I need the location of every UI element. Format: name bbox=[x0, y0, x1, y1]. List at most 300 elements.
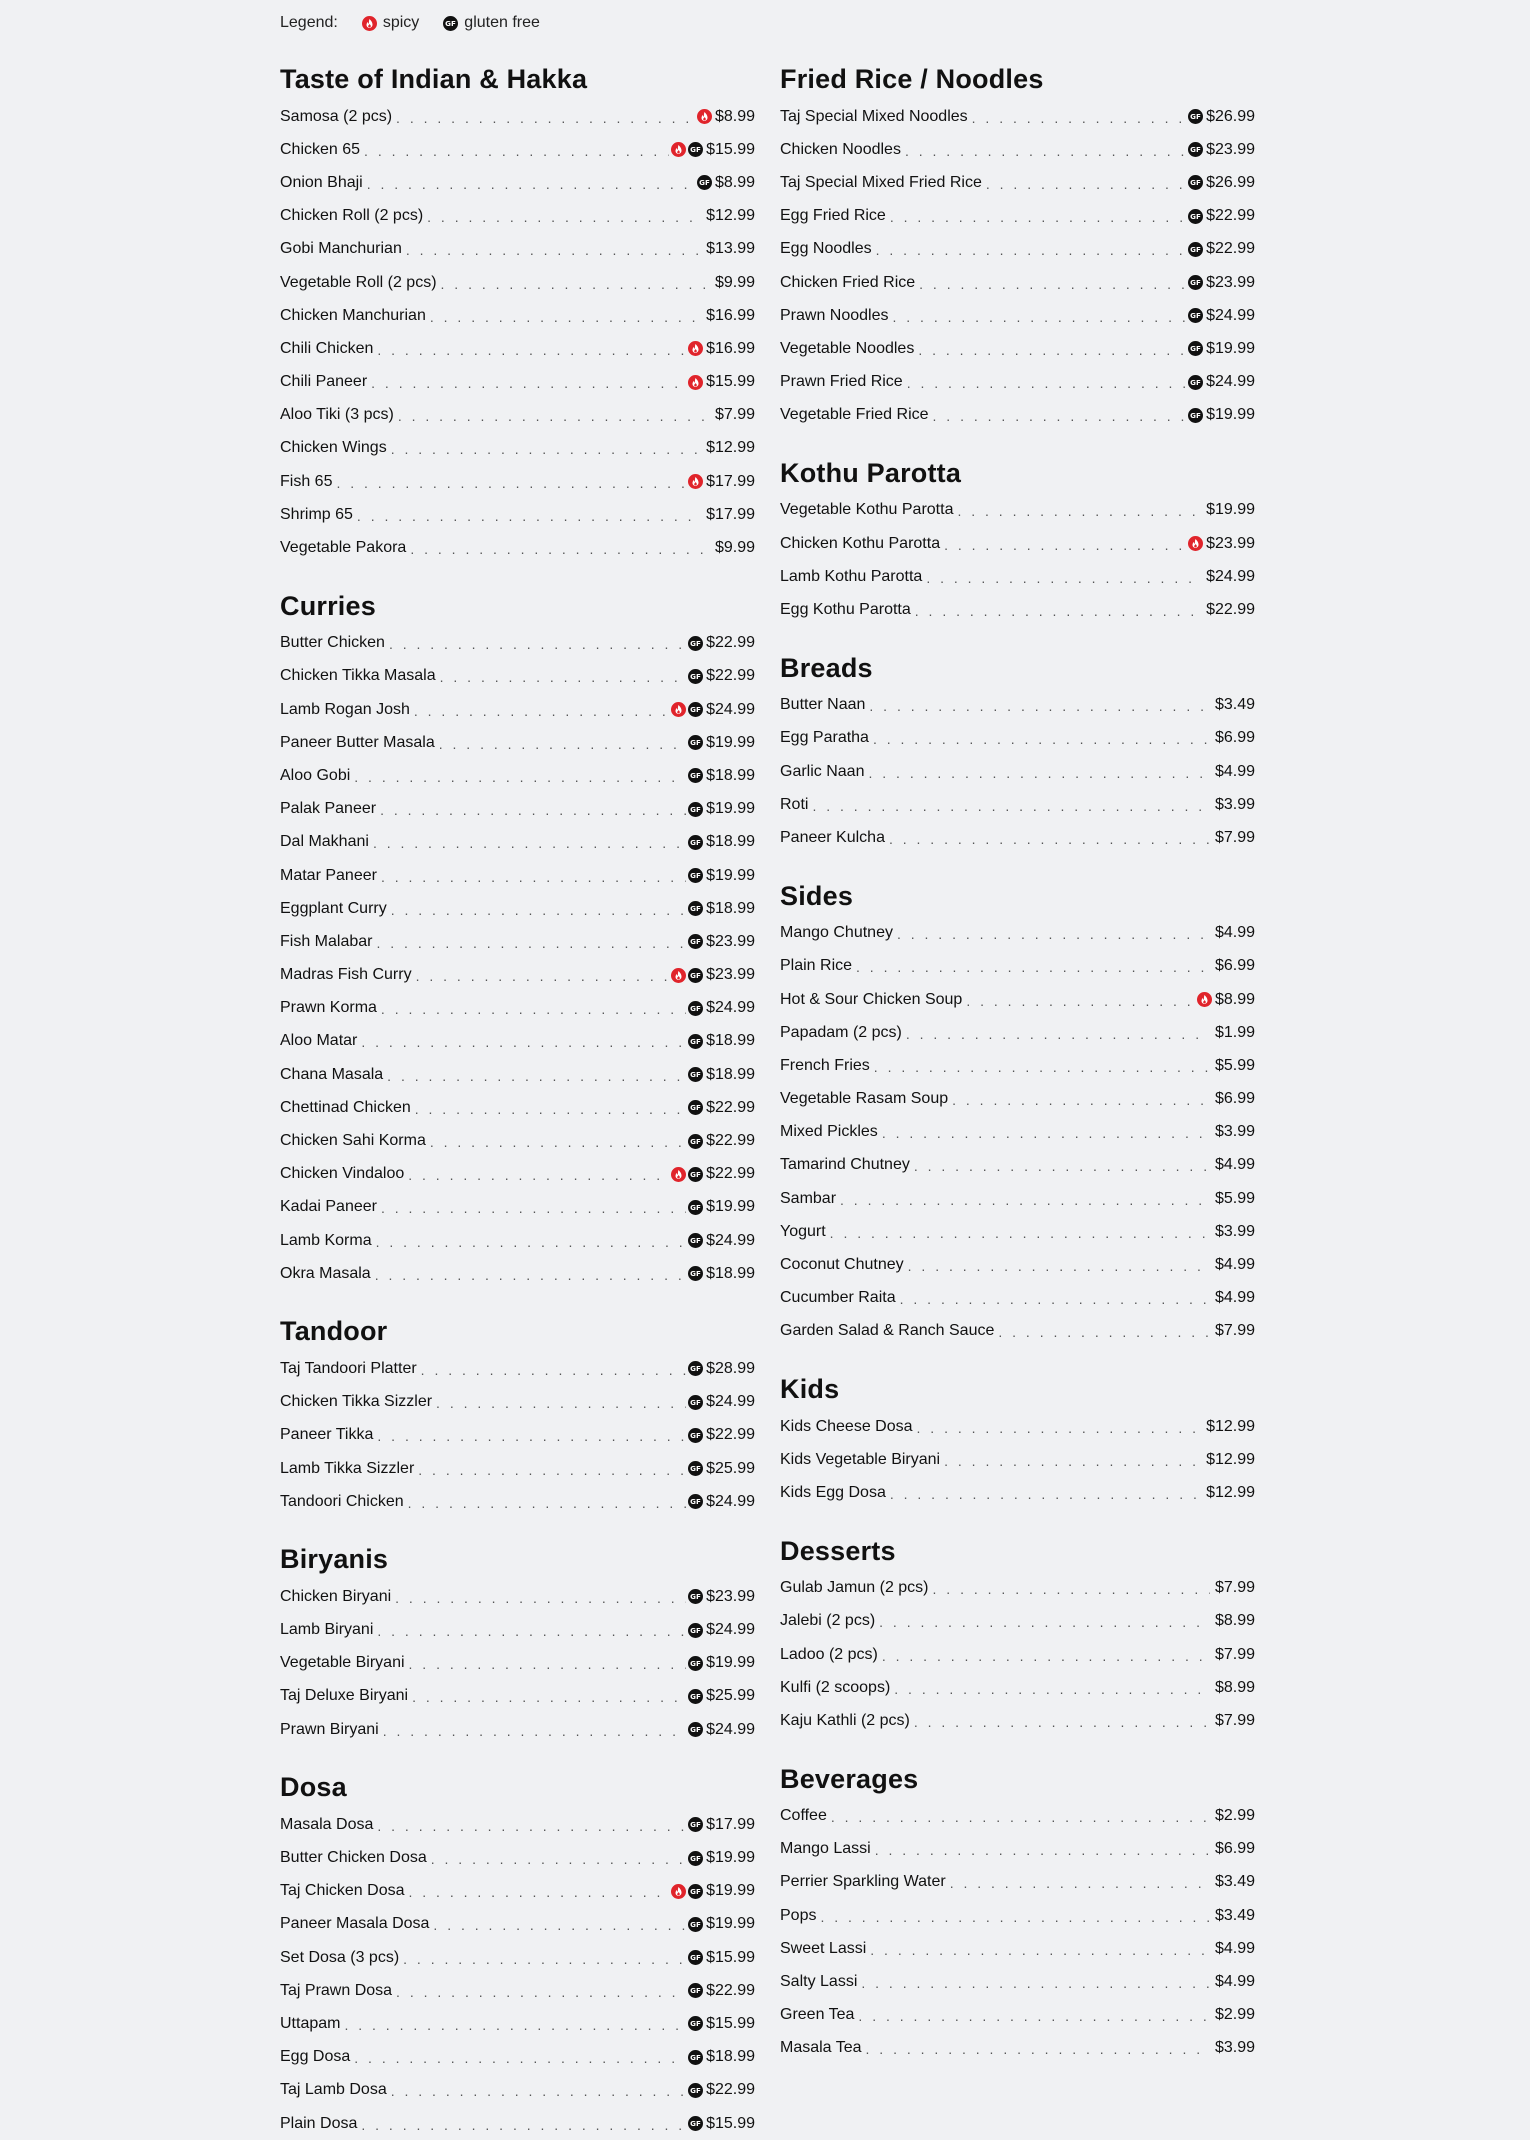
dot-leader bbox=[406, 242, 701, 258]
dot-leader bbox=[357, 508, 701, 524]
section-title: Biryanis bbox=[280, 1544, 389, 1575]
dot-leader bbox=[377, 342, 686, 358]
dot-leader bbox=[906, 1026, 1210, 1042]
item-icons bbox=[688, 1266, 703, 1281]
gluten-free-icon bbox=[1188, 308, 1203, 323]
menu-item bbox=[780, 2032, 1255, 2065]
dot-leader bbox=[421, 1362, 686, 1378]
item-name: Sweet Lassi bbox=[780, 1939, 867, 1957]
svg-text:GF: GF bbox=[690, 2119, 701, 2129]
svg-text:GF: GF bbox=[1190, 311, 1201, 321]
svg-text:GF: GF bbox=[1190, 344, 1201, 354]
gluten-free-icon bbox=[688, 1722, 703, 1737]
menu-item bbox=[780, 1605, 1255, 1638]
menu-item bbox=[280, 1224, 755, 1257]
item-price: $19.99 bbox=[1206, 501, 1255, 519]
dot-leader bbox=[391, 441, 701, 457]
item-name: Egg Fried Rice bbox=[780, 207, 886, 225]
item-name: Green Tea bbox=[780, 2006, 855, 2024]
svg-text:GF: GF bbox=[1190, 410, 1201, 420]
menu-item bbox=[280, 1485, 755, 1518]
menu-item bbox=[780, 1704, 1255, 1737]
item-name: Vegetable Pakora bbox=[280, 539, 407, 557]
item-name: Pops bbox=[780, 1906, 817, 1924]
item-price: $24.99 bbox=[706, 1393, 755, 1411]
svg-text:GF: GF bbox=[1190, 178, 1201, 188]
menu-item bbox=[280, 1025, 755, 1058]
gluten-free-icon bbox=[688, 1884, 703, 1899]
svg-text:GF: GF bbox=[445, 18, 457, 28]
dot-leader bbox=[830, 1225, 1210, 1241]
dot-leader bbox=[381, 869, 686, 885]
item-icons bbox=[688, 2083, 703, 2098]
dot-leader bbox=[381, 1200, 686, 1216]
item-name: Fish Malabar bbox=[280, 932, 373, 950]
item-price: $8.99 bbox=[1214, 1678, 1255, 1696]
item-icons bbox=[1188, 109, 1203, 124]
dot-leader bbox=[986, 176, 1186, 192]
dot-leader bbox=[441, 276, 710, 292]
item-name: Vegetable Biryani bbox=[280, 1654, 405, 1672]
item-price: $12.99 bbox=[706, 439, 755, 457]
item-name: Salty Lassi bbox=[780, 1973, 858, 1991]
menu-item bbox=[280, 366, 755, 399]
menu-item bbox=[780, 366, 1255, 399]
item-icons bbox=[688, 1428, 703, 1443]
item-name: Mango Lassi bbox=[780, 1840, 871, 1858]
item-icons bbox=[688, 901, 703, 916]
spicy-icon bbox=[671, 1884, 686, 1899]
dot-leader bbox=[383, 1723, 686, 1739]
svg-text:GF: GF bbox=[1190, 244, 1201, 254]
dot-leader bbox=[870, 1942, 1210, 1958]
item-price: $25.99 bbox=[706, 1687, 755, 1705]
gluten-free-icon bbox=[688, 1100, 703, 1115]
gluten-free-icon bbox=[1188, 142, 1203, 157]
item-price: $15.99 bbox=[706, 2014, 755, 2032]
item-icons bbox=[688, 1134, 703, 1149]
item-price: $24.99 bbox=[706, 999, 755, 1017]
menu-item bbox=[280, 1875, 755, 1908]
menu-section bbox=[780, 1372, 1255, 1510]
item-price: $12.99 bbox=[1206, 1450, 1255, 1468]
item-price: $23.99 bbox=[1206, 534, 1255, 552]
item-price: $24.99 bbox=[1206, 306, 1255, 324]
item-price: $26.99 bbox=[1206, 107, 1255, 125]
menu-item bbox=[280, 1191, 755, 1224]
item-price: $8.99 bbox=[1214, 990, 1255, 1008]
menu-item bbox=[280, 1257, 755, 1290]
gluten-free-icon bbox=[688, 702, 703, 717]
dot-leader bbox=[890, 1486, 1201, 1502]
svg-text:GF: GF bbox=[690, 970, 701, 980]
dot-leader bbox=[344, 2017, 686, 2033]
spicy-icon bbox=[1197, 992, 1212, 1007]
item-price: $25.99 bbox=[706, 1459, 755, 1477]
item-price: $3.49 bbox=[1214, 696, 1255, 714]
item-price: $7.99 bbox=[1214, 1579, 1255, 1597]
item-price: $3.99 bbox=[1214, 1222, 1255, 1240]
item-icons bbox=[688, 1034, 703, 1049]
item-name: Mango Chutney bbox=[780, 924, 893, 942]
item-price: $4.99 bbox=[1214, 924, 1255, 942]
menu-item bbox=[280, 498, 755, 531]
svg-text:GF: GF bbox=[690, 738, 701, 748]
dot-leader bbox=[952, 1092, 1210, 1108]
menu-item bbox=[780, 1800, 1255, 1833]
gluten-free-icon bbox=[443, 16, 458, 31]
gluten-free-icon bbox=[688, 1983, 703, 1998]
menu-item bbox=[780, 1572, 1255, 1605]
gluten-free-icon bbox=[688, 1067, 703, 1082]
menu-item bbox=[280, 992, 755, 1025]
gluten-free-icon bbox=[688, 669, 703, 684]
svg-text:GF: GF bbox=[690, 705, 701, 715]
item-name: Vegetable Kothu Parotta bbox=[780, 501, 954, 519]
svg-text:GF: GF bbox=[690, 1464, 701, 1474]
menu-item bbox=[780, 133, 1255, 166]
menu-section bbox=[780, 651, 1255, 855]
item-name: Chicken Vindaloo bbox=[280, 1165, 405, 1183]
dot-leader bbox=[361, 1034, 686, 1050]
item-price: $13.99 bbox=[706, 240, 755, 258]
item-name: Chicken Kothu Parotta bbox=[780, 534, 941, 552]
item-name: Butter Chicken bbox=[280, 634, 385, 652]
dot-leader bbox=[894, 1681, 1210, 1697]
menu-item bbox=[780, 821, 1255, 854]
dot-leader bbox=[875, 1842, 1210, 1858]
item-name: Lamb Rogan Josh bbox=[280, 700, 410, 718]
item-name: Okra Masala bbox=[280, 1264, 371, 1282]
item-price: $4.99 bbox=[1214, 762, 1255, 780]
item-name: Yogurt bbox=[780, 1222, 826, 1240]
item-icons bbox=[688, 1689, 703, 1704]
item-icons bbox=[671, 968, 703, 983]
item-icons bbox=[671, 1884, 703, 1899]
gluten-free-icon bbox=[1188, 109, 1203, 124]
dot-leader bbox=[882, 1648, 1210, 1664]
spicy-icon bbox=[671, 702, 686, 717]
gluten-free-icon bbox=[688, 1200, 703, 1215]
item-name: Egg Kothu Parotta bbox=[780, 601, 911, 619]
menu-item bbox=[280, 332, 755, 365]
item-icons bbox=[688, 1200, 703, 1215]
menu-item bbox=[280, 1974, 755, 2007]
dot-leader bbox=[926, 570, 1201, 586]
dot-leader bbox=[364, 143, 669, 159]
item-name: Paneer Masala Dosa bbox=[280, 1915, 430, 1933]
item-icons bbox=[688, 1589, 703, 1604]
item-name: Kulfi (2 scoops) bbox=[780, 1678, 891, 1696]
menu-column-right bbox=[780, 62, 1255, 2065]
menu-section bbox=[280, 62, 755, 565]
dot-leader bbox=[876, 242, 1186, 258]
dot-leader bbox=[418, 1462, 686, 1478]
item-price: $7.99 bbox=[1214, 1645, 1255, 1663]
dot-leader bbox=[998, 1324, 1210, 1340]
menu-item bbox=[280, 1352, 755, 1385]
section-title: Taste of Indian & Hakka bbox=[280, 64, 588, 94]
item-name: Chicken Sahi Korma bbox=[280, 1132, 426, 1150]
item-price: $7.99 bbox=[1214, 828, 1255, 846]
svg-text:GF: GF bbox=[1190, 278, 1201, 288]
item-price: $22.99 bbox=[1206, 207, 1255, 225]
item-name: Tandoori Chicken bbox=[280, 1492, 404, 1510]
item-name: Aloo Tiki (3 pcs) bbox=[280, 406, 394, 424]
item-name: Fish 65 bbox=[280, 472, 333, 490]
section-title: Tandoor bbox=[280, 1316, 388, 1347]
dot-leader bbox=[430, 309, 701, 325]
dot-leader bbox=[408, 1495, 686, 1511]
item-name: Taj Chicken Dosa bbox=[280, 1882, 405, 1900]
menu-item bbox=[780, 1965, 1255, 1998]
item-name: Aloo Matar bbox=[280, 1032, 358, 1050]
item-price: $23.99 bbox=[706, 1587, 755, 1605]
item-name: Chicken Wings bbox=[280, 439, 387, 457]
item-name: Paneer Tikka bbox=[280, 1426, 374, 1444]
spicy-icon bbox=[688, 341, 703, 356]
item-price: $24.99 bbox=[1206, 567, 1255, 585]
dot-leader bbox=[831, 1809, 1210, 1825]
menu-item bbox=[780, 1410, 1255, 1443]
item-icons bbox=[688, 1851, 703, 1866]
item-price: $22.99 bbox=[706, 667, 755, 685]
item-icons bbox=[688, 1656, 703, 1671]
item-price: $22.99 bbox=[706, 1981, 755, 1999]
item-name: Prawn Biryani bbox=[280, 1720, 379, 1738]
svg-text:GF: GF bbox=[690, 1592, 701, 1602]
svg-text:GF: GF bbox=[690, 837, 701, 847]
item-icons bbox=[688, 1001, 703, 1016]
dot-leader bbox=[377, 1428, 686, 1444]
dot-leader bbox=[933, 1581, 1210, 1597]
item-price: $3.49 bbox=[1214, 1906, 1255, 1924]
svg-text:GF: GF bbox=[690, 771, 701, 781]
spicy-icon bbox=[1188, 536, 1203, 551]
dot-leader bbox=[395, 1590, 686, 1606]
gluten-free-icon bbox=[688, 1817, 703, 1832]
item-icons bbox=[688, 2016, 703, 2031]
item-icons bbox=[688, 1494, 703, 1509]
item-name: Kids Cheese Dosa bbox=[780, 1417, 913, 1435]
item-name: Chicken Biryani bbox=[280, 1587, 392, 1605]
item-name: Vegetable Fried Rice bbox=[780, 406, 929, 424]
dot-leader bbox=[917, 1420, 1202, 1436]
menu-item bbox=[780, 788, 1255, 821]
svg-text:GF: GF bbox=[690, 871, 701, 881]
item-name: Garlic Naan bbox=[780, 762, 865, 780]
dot-leader bbox=[381, 1001, 686, 1017]
menu-item bbox=[280, 2007, 755, 2040]
item-name: Mixed Pickles bbox=[780, 1123, 878, 1141]
menu-item bbox=[780, 266, 1255, 299]
item-name: Vegetable Rasam Soup bbox=[780, 1090, 949, 1108]
menu-item bbox=[280, 2041, 755, 2074]
item-price: $4.99 bbox=[1214, 1289, 1255, 1307]
dot-leader bbox=[905, 143, 1186, 159]
item-icons bbox=[688, 1067, 703, 1082]
dot-leader bbox=[410, 541, 710, 557]
menu-item bbox=[280, 959, 755, 992]
dot-leader bbox=[957, 503, 1201, 519]
gluten-free-icon bbox=[688, 1361, 703, 1376]
dot-leader bbox=[380, 802, 686, 818]
item-name: Chicken Fried Rice bbox=[780, 273, 916, 291]
dot-leader bbox=[409, 1884, 670, 1900]
gluten-free-icon bbox=[688, 968, 703, 983]
item-icons bbox=[688, 1395, 703, 1410]
menu-item bbox=[280, 1452, 755, 1485]
item-name: Chili Chicken bbox=[280, 339, 374, 357]
item-icons bbox=[688, 868, 703, 883]
menu-item bbox=[280, 826, 755, 859]
item-name: Taj Tandoori Platter bbox=[280, 1359, 417, 1377]
svg-text:GF: GF bbox=[690, 638, 701, 648]
item-price: $22.99 bbox=[706, 1426, 755, 1444]
menu-item bbox=[780, 1016, 1255, 1049]
item-price: $4.99 bbox=[1214, 1156, 1255, 1174]
menu-section bbox=[780, 879, 1255, 1348]
menu-item bbox=[280, 693, 755, 726]
menu-item bbox=[780, 1049, 1255, 1082]
menu-item bbox=[280, 200, 755, 233]
svg-text:GF: GF bbox=[690, 1169, 701, 1179]
item-icons bbox=[688, 1917, 703, 1932]
menu-item bbox=[780, 1899, 1255, 1932]
gluten-free-icon bbox=[688, 2083, 703, 2098]
dot-leader bbox=[820, 1909, 1209, 1925]
section-title: Sides bbox=[780, 880, 854, 911]
item-price: $1.99 bbox=[1214, 1023, 1255, 1041]
item-price: $19.99 bbox=[706, 1654, 755, 1672]
menu-item bbox=[280, 892, 755, 925]
menu-item bbox=[780, 100, 1255, 133]
dot-leader bbox=[361, 2117, 686, 2133]
item-icons bbox=[688, 1233, 703, 1248]
item-name: Samosa (2 pcs) bbox=[280, 107, 393, 125]
item-price: $19.99 bbox=[1206, 339, 1255, 357]
menu-item bbox=[780, 233, 1255, 266]
item-price: $22.99 bbox=[1206, 240, 1255, 258]
item-name: Tamarind Chutney bbox=[780, 1156, 910, 1174]
item-name: Aloo Gobi bbox=[280, 766, 351, 784]
item-name: Onion Bhaji bbox=[280, 173, 363, 191]
menu-item bbox=[280, 1058, 755, 1091]
item-price: $8.99 bbox=[714, 107, 755, 125]
item-price: $3.99 bbox=[1214, 1123, 1255, 1141]
gluten-free-icon bbox=[688, 735, 703, 750]
menu-item bbox=[280, 1680, 755, 1713]
menu-item bbox=[280, 1124, 755, 1157]
dot-leader bbox=[890, 209, 1186, 225]
item-price: $18.99 bbox=[706, 1264, 755, 1282]
item-name: Plain Dosa bbox=[280, 2114, 358, 2132]
gluten-free-icon bbox=[688, 1589, 703, 1604]
gluten-free-icon bbox=[688, 142, 703, 157]
menu-section bbox=[280, 589, 755, 1291]
item-price: $8.99 bbox=[1214, 1612, 1255, 1630]
item-price: $18.99 bbox=[706, 1065, 755, 1083]
menu-section bbox=[280, 1314, 755, 1518]
menu-item bbox=[780, 1215, 1255, 1248]
svg-text:GF: GF bbox=[1190, 145, 1201, 155]
item-name: Prawn Fried Rice bbox=[780, 373, 903, 391]
item-name: Papadam (2 pcs) bbox=[780, 1023, 902, 1041]
svg-text:GF: GF bbox=[1190, 211, 1201, 221]
gluten-free-icon bbox=[688, 1428, 703, 1443]
item-name: Gobi Manchurian bbox=[280, 240, 402, 258]
menu-item bbox=[280, 759, 755, 792]
gluten-free-icon bbox=[1188, 209, 1203, 224]
item-icons bbox=[688, 1983, 703, 1998]
dot-leader bbox=[900, 1291, 1210, 1307]
svg-text:GF: GF bbox=[690, 1430, 701, 1440]
item-icons bbox=[688, 934, 703, 949]
item-name: Cucumber Raita bbox=[780, 1289, 896, 1307]
svg-text:GF: GF bbox=[690, 1397, 701, 1407]
svg-text:GF: GF bbox=[690, 2052, 701, 2062]
dot-leader bbox=[376, 935, 686, 951]
item-price: $17.99 bbox=[706, 1815, 755, 1833]
menu-item bbox=[280, 1091, 755, 1124]
item-price: $6.99 bbox=[1214, 957, 1255, 975]
item-price: $19.99 bbox=[706, 733, 755, 751]
item-icons bbox=[688, 1623, 703, 1638]
item-icons bbox=[1188, 242, 1203, 257]
item-name: Matar Paneer bbox=[280, 866, 377, 884]
item-name: Egg Paratha bbox=[780, 729, 869, 747]
item-name: Kadai Paneer bbox=[280, 1198, 377, 1216]
dot-leader bbox=[950, 1875, 1210, 1891]
gluten-free-icon bbox=[688, 901, 703, 916]
menu-item bbox=[780, 1443, 1255, 1476]
gluten-free-icon bbox=[688, 1689, 703, 1704]
item-name: Taj Special Mixed Noodles bbox=[780, 107, 968, 125]
item-price: $18.99 bbox=[706, 766, 755, 784]
svg-text:GF: GF bbox=[690, 1037, 701, 1047]
item-name: Lamb Kothu Parotta bbox=[780, 567, 923, 585]
item-icons bbox=[688, 835, 703, 850]
dot-leader bbox=[409, 1656, 687, 1672]
svg-text:GF: GF bbox=[690, 1497, 701, 1507]
legend-label: Legend: bbox=[280, 14, 338, 31]
menu-section bbox=[780, 456, 1255, 627]
item-icons bbox=[688, 1722, 703, 1737]
dot-leader bbox=[439, 736, 686, 752]
menu-item bbox=[780, 1866, 1255, 1899]
gluten-free-icon bbox=[1188, 341, 1203, 356]
item-icons bbox=[688, 1817, 703, 1832]
item-icons bbox=[688, 341, 703, 356]
dot-leader bbox=[391, 902, 686, 918]
item-price: $8.99 bbox=[714, 173, 755, 191]
item-price: $19.99 bbox=[706, 866, 755, 884]
item-name: French Fries bbox=[780, 1056, 870, 1074]
item-price: $19.99 bbox=[706, 1198, 755, 1216]
item-name: Plain Rice bbox=[780, 957, 853, 975]
item-price: $4.99 bbox=[1214, 1939, 1255, 1957]
item-price: $28.99 bbox=[706, 1359, 755, 1377]
menu-item bbox=[780, 399, 1255, 432]
item-price: $24.99 bbox=[706, 700, 755, 718]
legend-gf-label: gluten free bbox=[464, 14, 540, 31]
item-name: Chicken Roll (2 pcs) bbox=[280, 207, 424, 225]
section-title: Curries bbox=[280, 590, 376, 621]
item-price: $4.99 bbox=[1214, 1256, 1255, 1274]
item-name: Vegetable Noodles bbox=[780, 339, 915, 357]
gluten-free-icon bbox=[688, 2050, 703, 2065]
item-price: $15.99 bbox=[706, 2114, 755, 2132]
